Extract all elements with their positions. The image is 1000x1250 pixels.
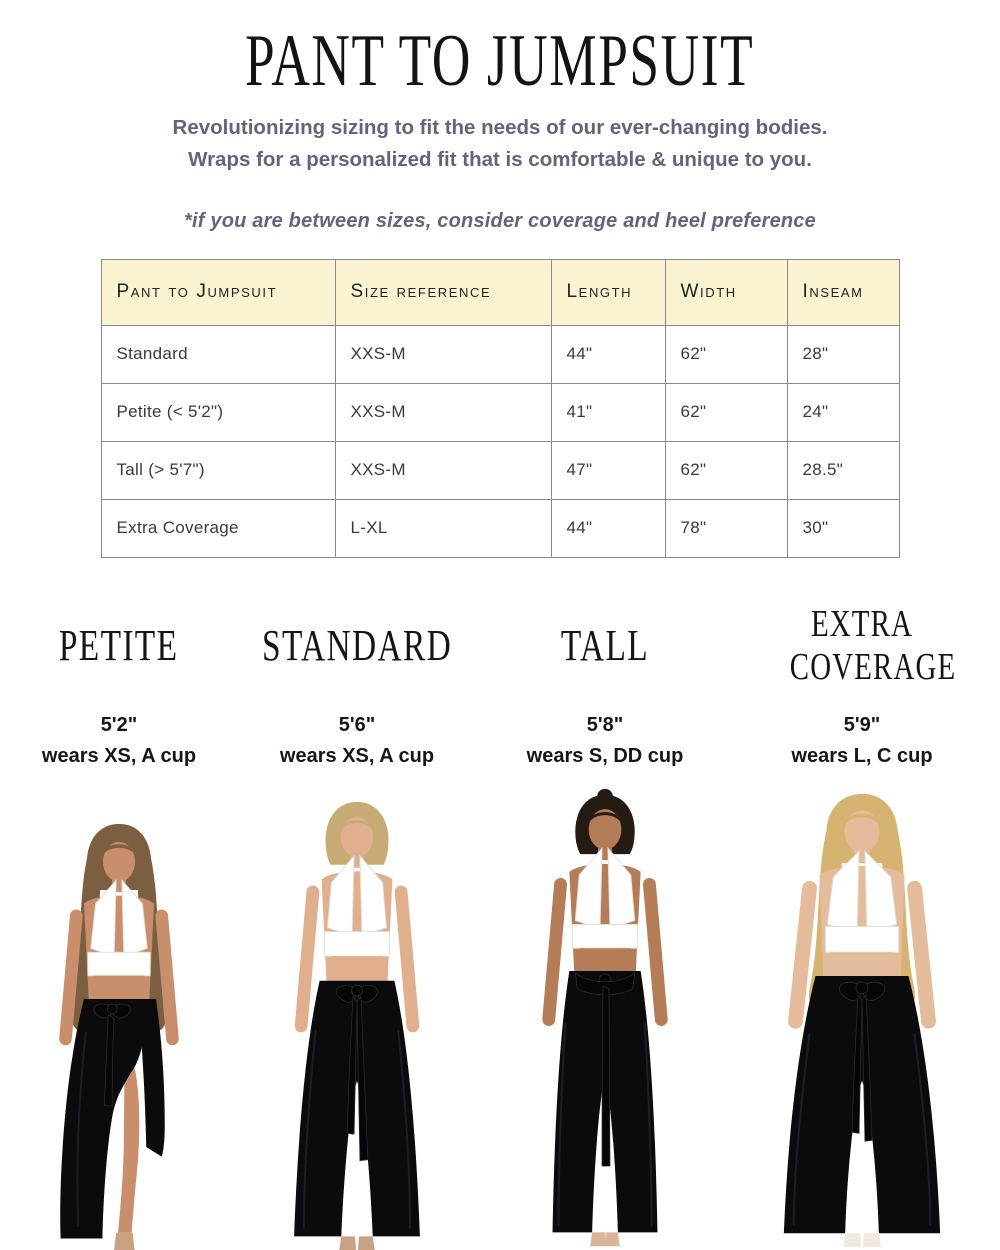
page-title: PANT TO JUMPSUIT	[245, 20, 755, 102]
halter-top-right	[360, 855, 387, 935]
cell-width: 62"	[665, 325, 787, 383]
halter-top-left	[328, 855, 355, 935]
strappy-shoe-left	[843, 1233, 861, 1247]
cell-width: 62"	[665, 383, 787, 441]
col-header-size-reference: Size reference	[335, 259, 551, 325]
col-header-fit: Pant to Jumpsuit	[101, 259, 335, 325]
waist-knot	[352, 985, 363, 996]
cell-length: 41"	[551, 383, 665, 441]
cell-inseam: 28"	[787, 325, 899, 383]
subtitle-line-2: Wraps for a personalized fit that is comfortable & unique to you.	[188, 147, 812, 171]
height-label: 5'2"	[100, 713, 138, 736]
waist-knot	[107, 1003, 117, 1013]
height-label: 5'6"	[338, 713, 376, 736]
heel-shoe-right	[605, 1232, 620, 1246]
between-sizes-note: *if you are between sizes, consider coverage and heel preference	[184, 209, 816, 232]
fit-heading-extra-coverage	[767, 592, 957, 700]
halter-top-right	[608, 848, 635, 928]
heel-shoe-right	[358, 1236, 375, 1250]
halter-top-left	[575, 848, 602, 928]
table-row	[101, 441, 899, 499]
fit-column-standard	[233, 592, 481, 1250]
wears-label: wears L, C cup	[791, 744, 933, 767]
fit-column-extra-coverage	[729, 592, 995, 1250]
cell-inseam: 24"	[787, 383, 899, 441]
fit-name: STANDARD	[261, 620, 453, 670]
table-row	[101, 383, 899, 441]
heel-shoe-left	[339, 1236, 356, 1250]
col-header-inseam: Inseam	[787, 259, 899, 325]
header	[0, 20, 1000, 102]
fit-name: TALL	[560, 620, 650, 670]
fit-heading-standard	[232, 592, 482, 700]
wears-label: wears XS, A cup	[41, 744, 197, 767]
waist-knot	[856, 981, 868, 993]
fit-column-petite	[5, 592, 233, 1250]
table-row	[101, 325, 899, 383]
wears-label: wears XS, A cup	[279, 744, 435, 767]
model-midriff	[331, 956, 382, 981]
petite-model-illustration	[20, 818, 218, 1250]
cell-length: 47"	[551, 441, 665, 499]
halter-band	[325, 931, 390, 956]
waist-tie	[602, 985, 610, 1165]
height-label: 5'9"	[843, 713, 881, 736]
model-midriff	[579, 948, 630, 971]
halter-band	[88, 952, 150, 975]
cell-size: XXS-M	[335, 441, 551, 499]
fit-name: PETITE	[59, 620, 179, 670]
cell-inseam: 30"	[787, 499, 899, 557]
model-midriff	[94, 975, 145, 1000]
tall-model-illustration	[506, 784, 704, 1250]
extra-coverage-model-illustration	[748, 786, 976, 1250]
model-midriff	[831, 952, 892, 978]
model-photo-petite	[20, 784, 218, 1250]
halter-band	[572, 924, 637, 948]
table-header-row	[101, 259, 899, 325]
cell-fit: Extra Coverage	[101, 499, 335, 557]
cell-fit: Tall (> 5'7")	[101, 441, 335, 499]
table-row	[101, 499, 899, 557]
model-arm-left	[542, 877, 568, 1026]
cell-size: XXS-M	[335, 383, 551, 441]
fit-heading-tall	[547, 592, 663, 700]
halter-band	[825, 926, 898, 952]
cell-width: 78"	[665, 499, 787, 557]
model-arm-right	[642, 877, 668, 1026]
size-chart-table	[101, 259, 900, 558]
model-photo-standard	[258, 784, 456, 1250]
fit-columns	[5, 592, 995, 1250]
heel-shoe-left	[590, 1232, 606, 1246]
wears-label: wears S, DD cup	[526, 744, 684, 767]
col-header-width: Width	[665, 259, 787, 325]
cell-fit: Standard	[101, 325, 335, 383]
fit-heading-petite	[40, 592, 197, 700]
subtitle	[0, 112, 1000, 176]
model-photo-extra-coverage	[748, 784, 976, 1250]
cell-length: 44"	[551, 499, 665, 557]
strappy-shoe-right	[863, 1233, 881, 1247]
fit-column-tall	[481, 592, 729, 1250]
cell-length: 44"	[551, 325, 665, 383]
height-label: 5'8"	[586, 713, 624, 736]
col-header-length: Length	[551, 259, 665, 325]
cell-size: XXS-M	[335, 325, 551, 383]
cell-fit: Petite (< 5'2")	[101, 383, 335, 441]
cell-size: L-XL	[335, 499, 551, 557]
standard-model-illustration	[258, 794, 456, 1250]
model-photo-tall	[506, 784, 704, 1250]
fit-name: EXTRA COVERAGE	[789, 602, 957, 688]
cell-width: 62"	[665, 441, 787, 499]
heel-shoe	[114, 1232, 134, 1250]
subtitle-line-1: Revolutionizing sizing to fit the needs of our ever-changing bodies.	[172, 116, 828, 139]
cell-inseam: 28.5"	[787, 441, 899, 499]
